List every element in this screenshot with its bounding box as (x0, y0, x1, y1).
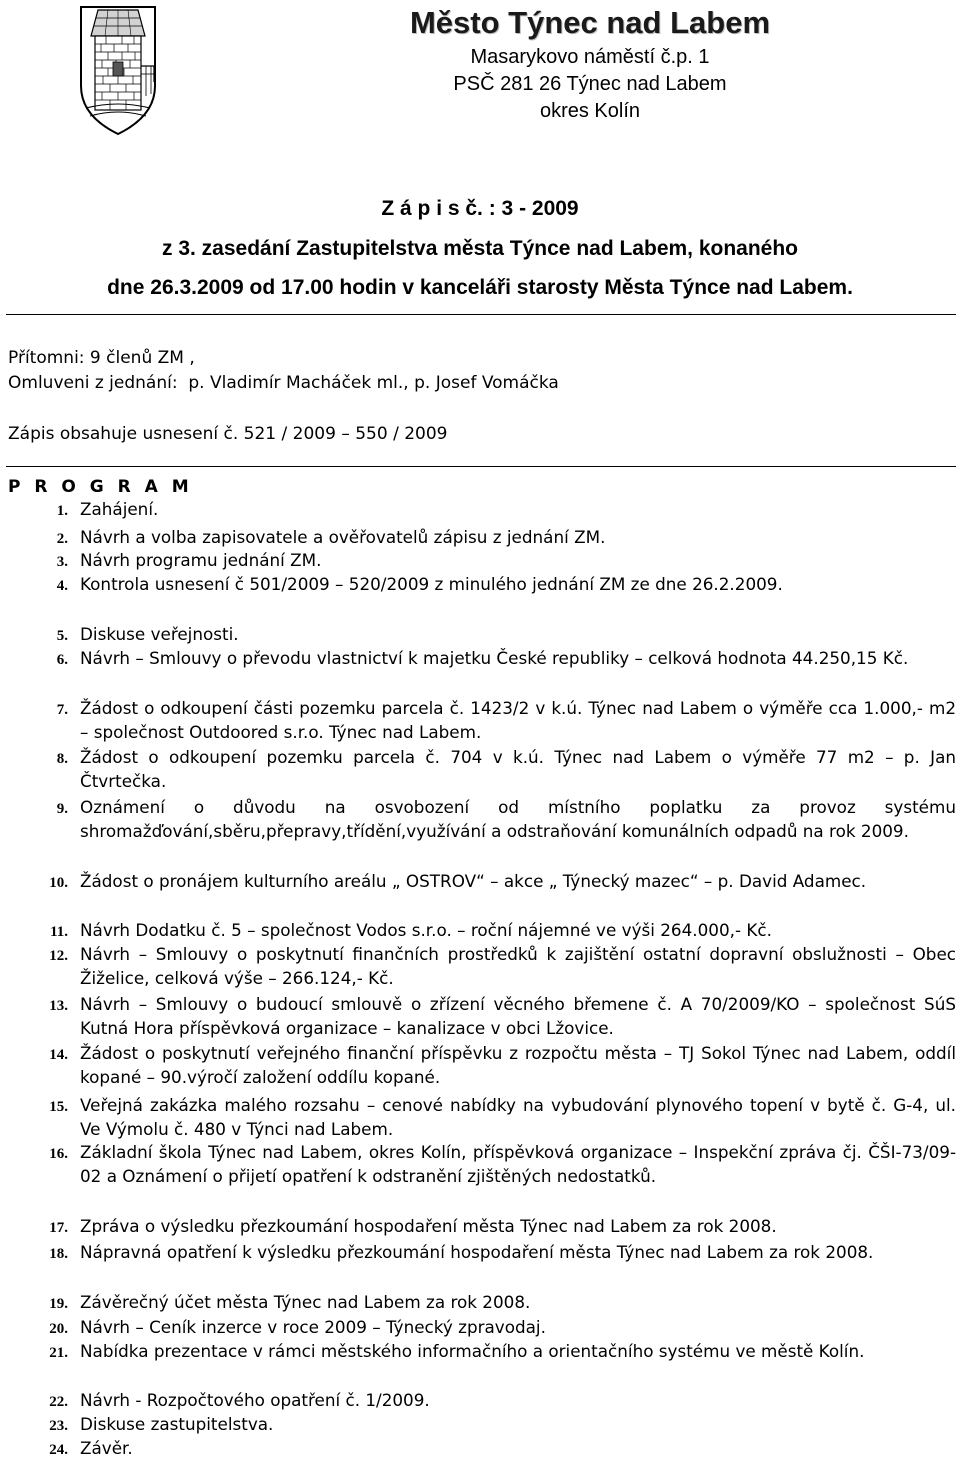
agenda-item-number: 22. (49, 1394, 68, 1410)
agenda-item-text: Závěr. (80, 1438, 133, 1458)
record-title: Z á p i s č. : 3 - 2009 (381, 197, 579, 220)
agenda-item-number: 2. (56, 531, 68, 547)
agenda-item-text: Žádost o odkoupení části pozemku parcela č. 1423/2 v k.ú. Týnec nad Labem o výměře cca 1.000,- m2 – společnost Outdoored s.r.o. Týnec nad Labem. (80, 698, 956, 743)
agenda-item-number: 9. (56, 801, 68, 817)
agenda-item-text: Návrh – Smlouvy o poskytnutí finančních prostředků k zajištění ostatní dopravní obslužnosti – Obec Žiželice, celková výše – 266.124,- Kč. (80, 944, 956, 989)
agenda-item-number: 18. (49, 1246, 68, 1262)
agenda-item-number: 24. (49, 1442, 68, 1458)
agenda-item-number: 1. (56, 503, 68, 519)
agenda-item-number: 19. (49, 1296, 68, 1312)
agenda-item-text: Návrh – Ceník inzerce v roce 2009 – Týnecký zpravodaj. (80, 1317, 546, 1337)
agenda-item-text: Žádost o poskytnutí veřejného finanční příspěvku z rozpočtu města – TJ Sokol Týnec nad Labem, oddíl kopané – 90.výročí založení oddílu kopané. (80, 1043, 956, 1088)
agenda-item-text: Kontrola usnesení č 501/2009 – 520/2009 z minulého jednání ZM ze dne 26.2.2009. (80, 574, 783, 594)
agenda-item-text: Zpráva o výsledku přezkoumání hospodaření města Týnec nad Labem za rok 2008. (80, 1216, 777, 1236)
agenda-item-number: 10. (49, 875, 68, 891)
agenda-item-number: 7. (56, 702, 68, 718)
agenda-item-number: 3. (56, 554, 68, 570)
program-heading: P R O G R A M (8, 477, 193, 497)
agenda-item-text: Oznámení o důvodu na osvobození od místního poplatku za provoz systému shromažďování,sběru,přepravy,třídění,využívání a odstraňování komunálních odpadů na rok 2009. (80, 797, 956, 842)
agenda-item-text: Závěrečný účet města Týnec nad Labem za rok 2008. (80, 1292, 531, 1312)
record-subtitle-line-1: z 3. zasedání Zastupitelstva města Týnce nad Labem, konaného (161, 237, 799, 260)
agenda-item-text: Návrh - Rozpočtového opatření č. 1/2009. (80, 1390, 430, 1410)
agenda-item-number: 12. (49, 948, 68, 964)
agenda-item-number: 21. (49, 1345, 68, 1361)
attendees-present: Přítomni: 9 členů ZM , (8, 348, 195, 368)
agenda-item-number: 17. (49, 1220, 68, 1236)
town-postal-code: PSČ 281 26 Týnec nad Labem (453, 73, 727, 95)
town-district: okres Kolín (539, 100, 641, 122)
town-name-heading: Město Týnec nad Labem (409, 5, 771, 40)
agenda-item-number: 6. (56, 652, 68, 668)
attendees-excused: Omluveni z jednání: p. Vladimír Macháček ml., p. Josef Vomáčka (8, 373, 559, 393)
agenda-item-text: Nabídka prezentace v rámci městského informačního a orientačního systému ve městě Kolín. (80, 1341, 865, 1361)
agenda-item-text: Návrh Dodatku č. 5 – společnost Vodos s.r.o. – roční nájemné ve výši 264.000,- Kč. (80, 920, 772, 940)
agenda-item-number: 4. (56, 578, 68, 594)
agenda-item-text: Žádost o odkoupení pozemku parcela č. 704 v k.ú. Týnec nad Labem o výměře 77 m2 – p. Jan Čtvrtečka. (80, 747, 956, 792)
agenda-item-text: Žádost o pronájem kulturního areálu „ OSTROV“ – akce „ Týnecký mazec“ – p. David Adamec. (80, 871, 867, 891)
agenda-item-number: 8. (56, 751, 68, 767)
agenda-item-number: 23. (49, 1418, 68, 1434)
agenda-item-number: 20. (49, 1321, 68, 1337)
agenda-item-text: Návrh – Smlouvy o budoucí smlouvě o zřízení věcného břemene č. A 70/2009/KO – společnost SúS Kutná Hora příspěvková organizace – kanalizace v obci Lžovice. (80, 994, 956, 1039)
agenda-item-number: 11. (50, 924, 68, 940)
agenda-item-number: 13. (49, 998, 68, 1014)
agenda-item-number: 14. (49, 1047, 68, 1063)
record-subtitle-line-2: dne 26.3.2009 od 17.00 hodin v kanceláři starosty Města Týnce nad Labem. (107, 276, 853, 299)
resolutions-range: Zápis obsahuje usnesení č. 521 / 2009 – 550 / 2009 (8, 424, 448, 444)
agenda-item-number: 5. (56, 628, 68, 644)
agenda-item-text: Diskuse zastupitelstva. (80, 1414, 274, 1434)
agenda-item-text: Zahájení. (80, 499, 159, 519)
agenda-item-text: Návrh – Smlouvy o převodu vlastnictví k majetku České republiky – celková hodnota 44.250,15 Kč. (80, 648, 909, 668)
agenda-item-text: Nápravná opatření k výsledku přezkoumání hospodaření města Týnec nad Labem za rok 2008. (80, 1242, 874, 1262)
agenda-item-text: Návrh a volba zapisovatele a ověřovatelů zápisu z jednání ZM. (80, 527, 606, 547)
town-address: Masarykovo náměstí č.p. 1 (470, 46, 710, 68)
agenda-item-text: Diskuse veřejnosti. (80, 624, 239, 644)
agenda-item-number: 15. (49, 1099, 68, 1115)
agenda-item-number: 16. (49, 1146, 68, 1162)
agenda-item-text: Základní škola Týnec nad Labem, okres Kolín, příspěvková organizace – Inspekční zpráva čj. ČŠI-73/09-02 a Oznámení o přijetí opatření k odstranění zjištěných nedostatků. (80, 1142, 956, 1187)
agenda-item-text: Veřejná zakázka malého rozsahu – cenové nabídky na vybudování plynového topení v bytě č. G-4, ul. Ve Výmolu č. 480 v Týnci nad Labem. (80, 1095, 956, 1140)
agenda-item-text: Návrh programu jednání ZM. (80, 550, 322, 570)
